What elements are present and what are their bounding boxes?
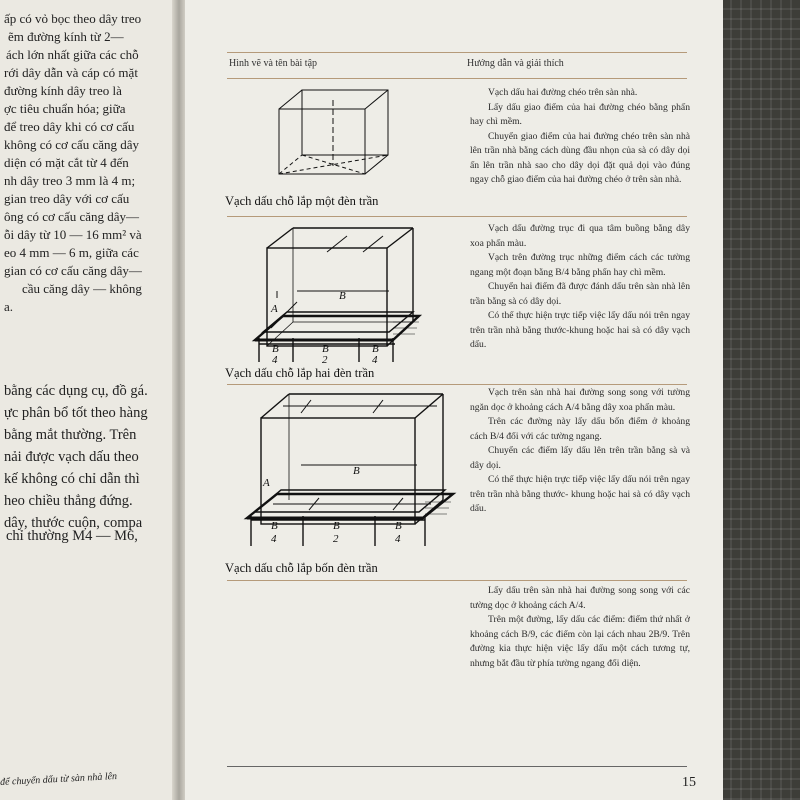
dimension-label-b: B bbox=[339, 290, 346, 302]
left-line: kế không có chỉ dẫn thì bbox=[4, 471, 140, 487]
dimension-label-b2-den: 2 bbox=[333, 533, 339, 545]
left-line: eo 4 mm — 6 m, giữa các bbox=[4, 245, 139, 260]
row-divider bbox=[227, 216, 687, 217]
figure-two-lamps bbox=[227, 222, 477, 368]
dimension-label-b4-den: 4 bbox=[395, 533, 401, 545]
left-line: a. bbox=[4, 299, 14, 314]
left-line: ách lớn nhất giữa các chỗ bbox=[6, 47, 139, 62]
row-divider bbox=[227, 580, 687, 581]
dimension-label-b4: B bbox=[395, 520, 402, 532]
left-line: cầu căng dây — không bbox=[22, 281, 142, 296]
figure-caption: Vạch dấu chỗ lắp bốn đèn trần bbox=[225, 561, 378, 575]
left-line: ẽm đường kính từ 2— bbox=[8, 29, 124, 44]
dimension-label-b4: B bbox=[271, 520, 278, 532]
dimension-label-b4-den: 4 bbox=[271, 533, 277, 545]
left-line: ỗi dây từ 10 — 16 mm² và bbox=[4, 227, 142, 242]
header-right: Hướng dẫn và giải thích bbox=[467, 58, 564, 69]
instruction-text bbox=[470, 584, 690, 671]
left-line: dây, thước cuộn, compa bbox=[4, 515, 143, 531]
figure-caption: Vạch dấu chỗ lắp hai đèn trần bbox=[225, 366, 375, 380]
instruction-paragraph: Có thể thực hiện trực tiếp việc lấy dấu nói trên ngay trên trần nhà bằng thước- khung hoặc hai sà có dây vạch dấu. bbox=[470, 474, 690, 514]
instruction-text bbox=[470, 86, 690, 188]
dimension-label-a: A bbox=[263, 477, 270, 489]
left-line: bằng mắt thường. Trên bbox=[4, 427, 137, 443]
instruction-paragraph: Có thể thực hiện trực tiếp việc lấy dấu nói trên ngay trên trần nhà bằng thước-khung hoặc hai sà có dây vạch dấu. bbox=[470, 310, 690, 350]
figure-caption: Vạch dấu chỗ lắp một đèn trần bbox=[225, 194, 379, 208]
instruction-text bbox=[470, 222, 690, 353]
left-line: ông có cơ cấu căng dây— bbox=[4, 209, 140, 224]
left-line: diện có mặt cắt từ 4 đến bbox=[4, 155, 129, 170]
left-line: nh dây treo 3 mm là 4 m; bbox=[4, 173, 136, 188]
row-divider bbox=[227, 384, 687, 385]
dimension-label-b4-den: 4 bbox=[272, 354, 278, 366]
header-rule-top bbox=[227, 52, 687, 53]
footer-rule bbox=[227, 766, 687, 767]
left-line: gian treo dây với cơ cấu bbox=[4, 191, 130, 206]
instruction-paragraph: Chuyển hai điểm đã được đánh dấu trên sàn nhà lên trần bằng sà có dây dọi. bbox=[470, 281, 690, 307]
left-line: để treo dây khi có cơ cấu bbox=[4, 119, 135, 134]
dimension-label-b4-den: 4 bbox=[372, 354, 378, 366]
instruction-paragraph: Vạch trên đường trục những điểm cách các tường ngang một đoạn bằng B/4 bằng phấn hay chì mềm. bbox=[470, 252, 690, 278]
header-rule-bottom bbox=[227, 78, 687, 79]
left-line: ực phân bổ tốt theo hàng bbox=[4, 405, 148, 421]
header-left: Hình vẽ và tên bài tập bbox=[229, 58, 318, 69]
instruction-paragraph: Trên một đường, lấy dấu các điểm: điểm thứ nhất ở khoảng cách B/9, các điểm còn lại cách nhau 2B/9. Trên đường kia thực hiện việc lấy dấu một cách tương tự, nhưng bắt đầu từ phía tường ngang đối diện. bbox=[470, 614, 690, 669]
dimension-label-b2-den: 2 bbox=[322, 354, 328, 366]
instruction-paragraph: Vạch trên sàn nhà hai đường song song với tường ngăn dọc ở khoảng cách A/4 bằng dây xoa phấn màu. bbox=[470, 387, 690, 413]
dimension-label-b4: B bbox=[272, 343, 279, 355]
left-line: gian có cơ cấu căng dây— bbox=[4, 263, 142, 278]
dimension-label-b2: B bbox=[322, 343, 329, 355]
dimension-label-b: B bbox=[353, 465, 360, 477]
instruction-paragraph: Chuyển các điểm lấy dấu lên trên trần bằng sà và dây dọi. bbox=[470, 445, 690, 471]
left-line: chỉ thường M4 — M6, bbox=[6, 528, 138, 544]
left-footer: để chuyển dấu từ sàn nhà lên bbox=[0, 770, 118, 789]
instruction-paragraph: Vạch dấu hai đường chéo trên sàn nhà. bbox=[488, 87, 638, 98]
figure-four-lamps bbox=[227, 388, 477, 558]
left-line: ấp có vỏ bọc theo dây treo bbox=[4, 11, 142, 26]
left-line: ợc tiêu chuẩn hóa; giữa bbox=[4, 101, 126, 116]
left-page bbox=[0, 0, 178, 800]
page-number: 15 bbox=[682, 775, 696, 790]
left-line: rới dây dẫn và cáp có mặt bbox=[4, 65, 138, 80]
left-line: không có cơ cấu căng dây bbox=[4, 137, 140, 152]
instruction-paragraph: Lấy dấu trên sàn nhà hai đường song song với các tường dọc ở khoảng cách A/4. bbox=[470, 585, 690, 611]
instruction-text bbox=[470, 386, 690, 517]
instruction-paragraph: Chuyển giao điểm của hai đường chéo trên sàn nhà lên trần nhà bằng cách dùng đầu nhọn của sà có dây dọi ấn lên trần nhà sao cho dây dọi đặt quả dọi vào đúng ngay chỗ giao điểm của hai đường chéo ở trên sàn nhà. bbox=[470, 130, 690, 185]
dimension-label-b4: B bbox=[372, 343, 379, 355]
book-spine bbox=[172, 0, 186, 800]
right-page bbox=[185, 0, 723, 800]
left-line: heo chiều thẳng đứng. bbox=[4, 493, 133, 509]
left-line: bằng các dụng cụ, đồ gá. bbox=[4, 383, 148, 399]
left-line: đường kính dây treo là bbox=[4, 83, 122, 98]
instruction-paragraph: Vạch dấu đường trục đi qua tâm buồng bằng dây xoa phấn màu. bbox=[470, 223, 690, 249]
dimension-label-b2: B bbox=[333, 520, 340, 532]
instruction-paragraph: Lấy dấu giao điểm của hai đường chéo bằng phấn hay chì mềm. bbox=[470, 101, 690, 127]
left-line: nải được vạch dấu theo bbox=[4, 449, 139, 465]
instruction-paragraph: Trên các đường này lấy dấu bốn điểm ở khoảng cách B/4 đối với các tường ngang. bbox=[470, 416, 690, 442]
dimension-label-a: A bbox=[271, 303, 278, 315]
figure-one-lamp bbox=[227, 84, 477, 194]
